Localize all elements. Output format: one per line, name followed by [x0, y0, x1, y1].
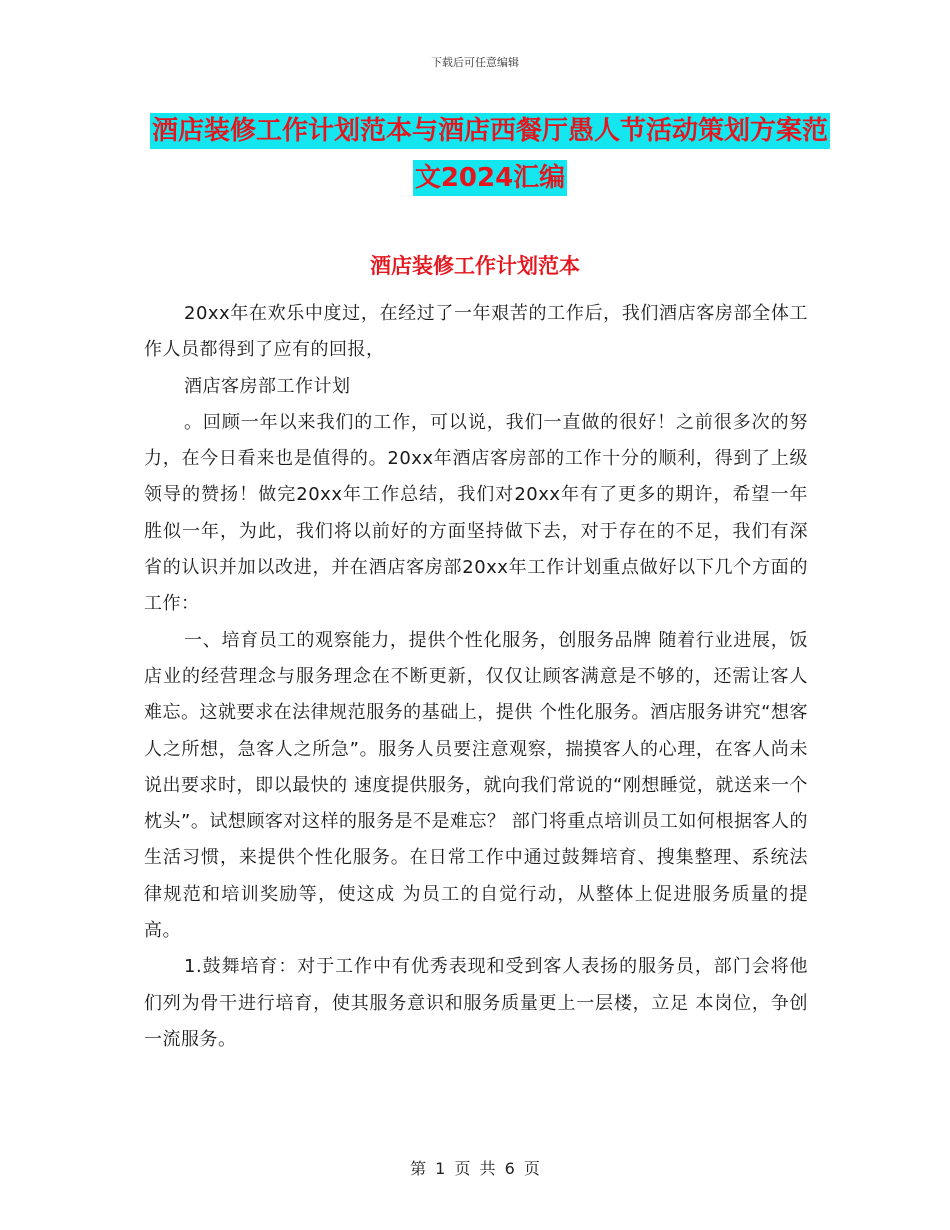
paragraph: 。回顾一年以来我们的工作，可以说，我们一直做的很好！之前很多次的努力，在今日看来也是值得的。20xx年酒店客房部的工作十分的顺利，得到了上级领导的赞扬！做完20xx年工作总结，我们对20xx年有了更多的期许，希望一年胜似一年，为此，我们将以前好的方面坚持做下去，对于存在的不足，我们有深省的认识并加以改进，并在酒店客房部20xx年工作计划重点做好以下几个方面的工作：	[144, 411, 808, 615]
document-body	[144, 296, 808, 1058]
paragraph: 一、培育员工的观察能力，提供个性化服务，创服务品牌 随着行业进展，饭店业的经营理念与服务理念在不断更新，仅仅让顾客满意是不够的，还需让客人难忘。这就要求在法律规范服务的基础上，提供 个性化服务。酒店服务讲究“想客人之所想，急客人之所急”。服务人员要注意观察，揣摸客人的心理，在客人尚未说出要求时，即以最快的 速度提供服务，就向我们常说的“刚想睡觉，就送来一个枕头”。试想顾客对这样的服务是不是难忘？ 部门将重点培训员工如何根据客人的生活习惯，来提供个性化服务。在日常工作中通过鼓舞培育、搜集整理、系统法律规范和培训奖励等，使这成 为员工的自觉行动，从整体上促进服务质量的提高。	[144, 629, 808, 942]
page-number-footer: 第 1 页 共 6 页	[410, 1159, 540, 1178]
document-title	[140, 108, 840, 202]
section-title: 酒店装修工作计划范本	[370, 254, 580, 278]
document-title-text: 酒店装修工作计划范本与酒店西餐厅愚人节活动策划方案范文2024汇编	[150, 113, 830, 196]
paragraph: 20xx年在欢乐中度过，在经过了一年艰苦的工作后，我们酒店客房部全体工作人员都得到了应有的回报，	[144, 303, 808, 361]
header-note: 下载后可任意编辑	[431, 56, 519, 69]
paragraph: 酒店客房部工作计划	[184, 375, 351, 397]
paragraph: 1.鼓舞培育：对于工作中有优秀表现和受到客人表扬的服务员，部门会将他们列为骨干进行培育，使其服务意识和服务质量更上一层楼，立足 本岗位，争创一流服务。	[144, 956, 808, 1050]
